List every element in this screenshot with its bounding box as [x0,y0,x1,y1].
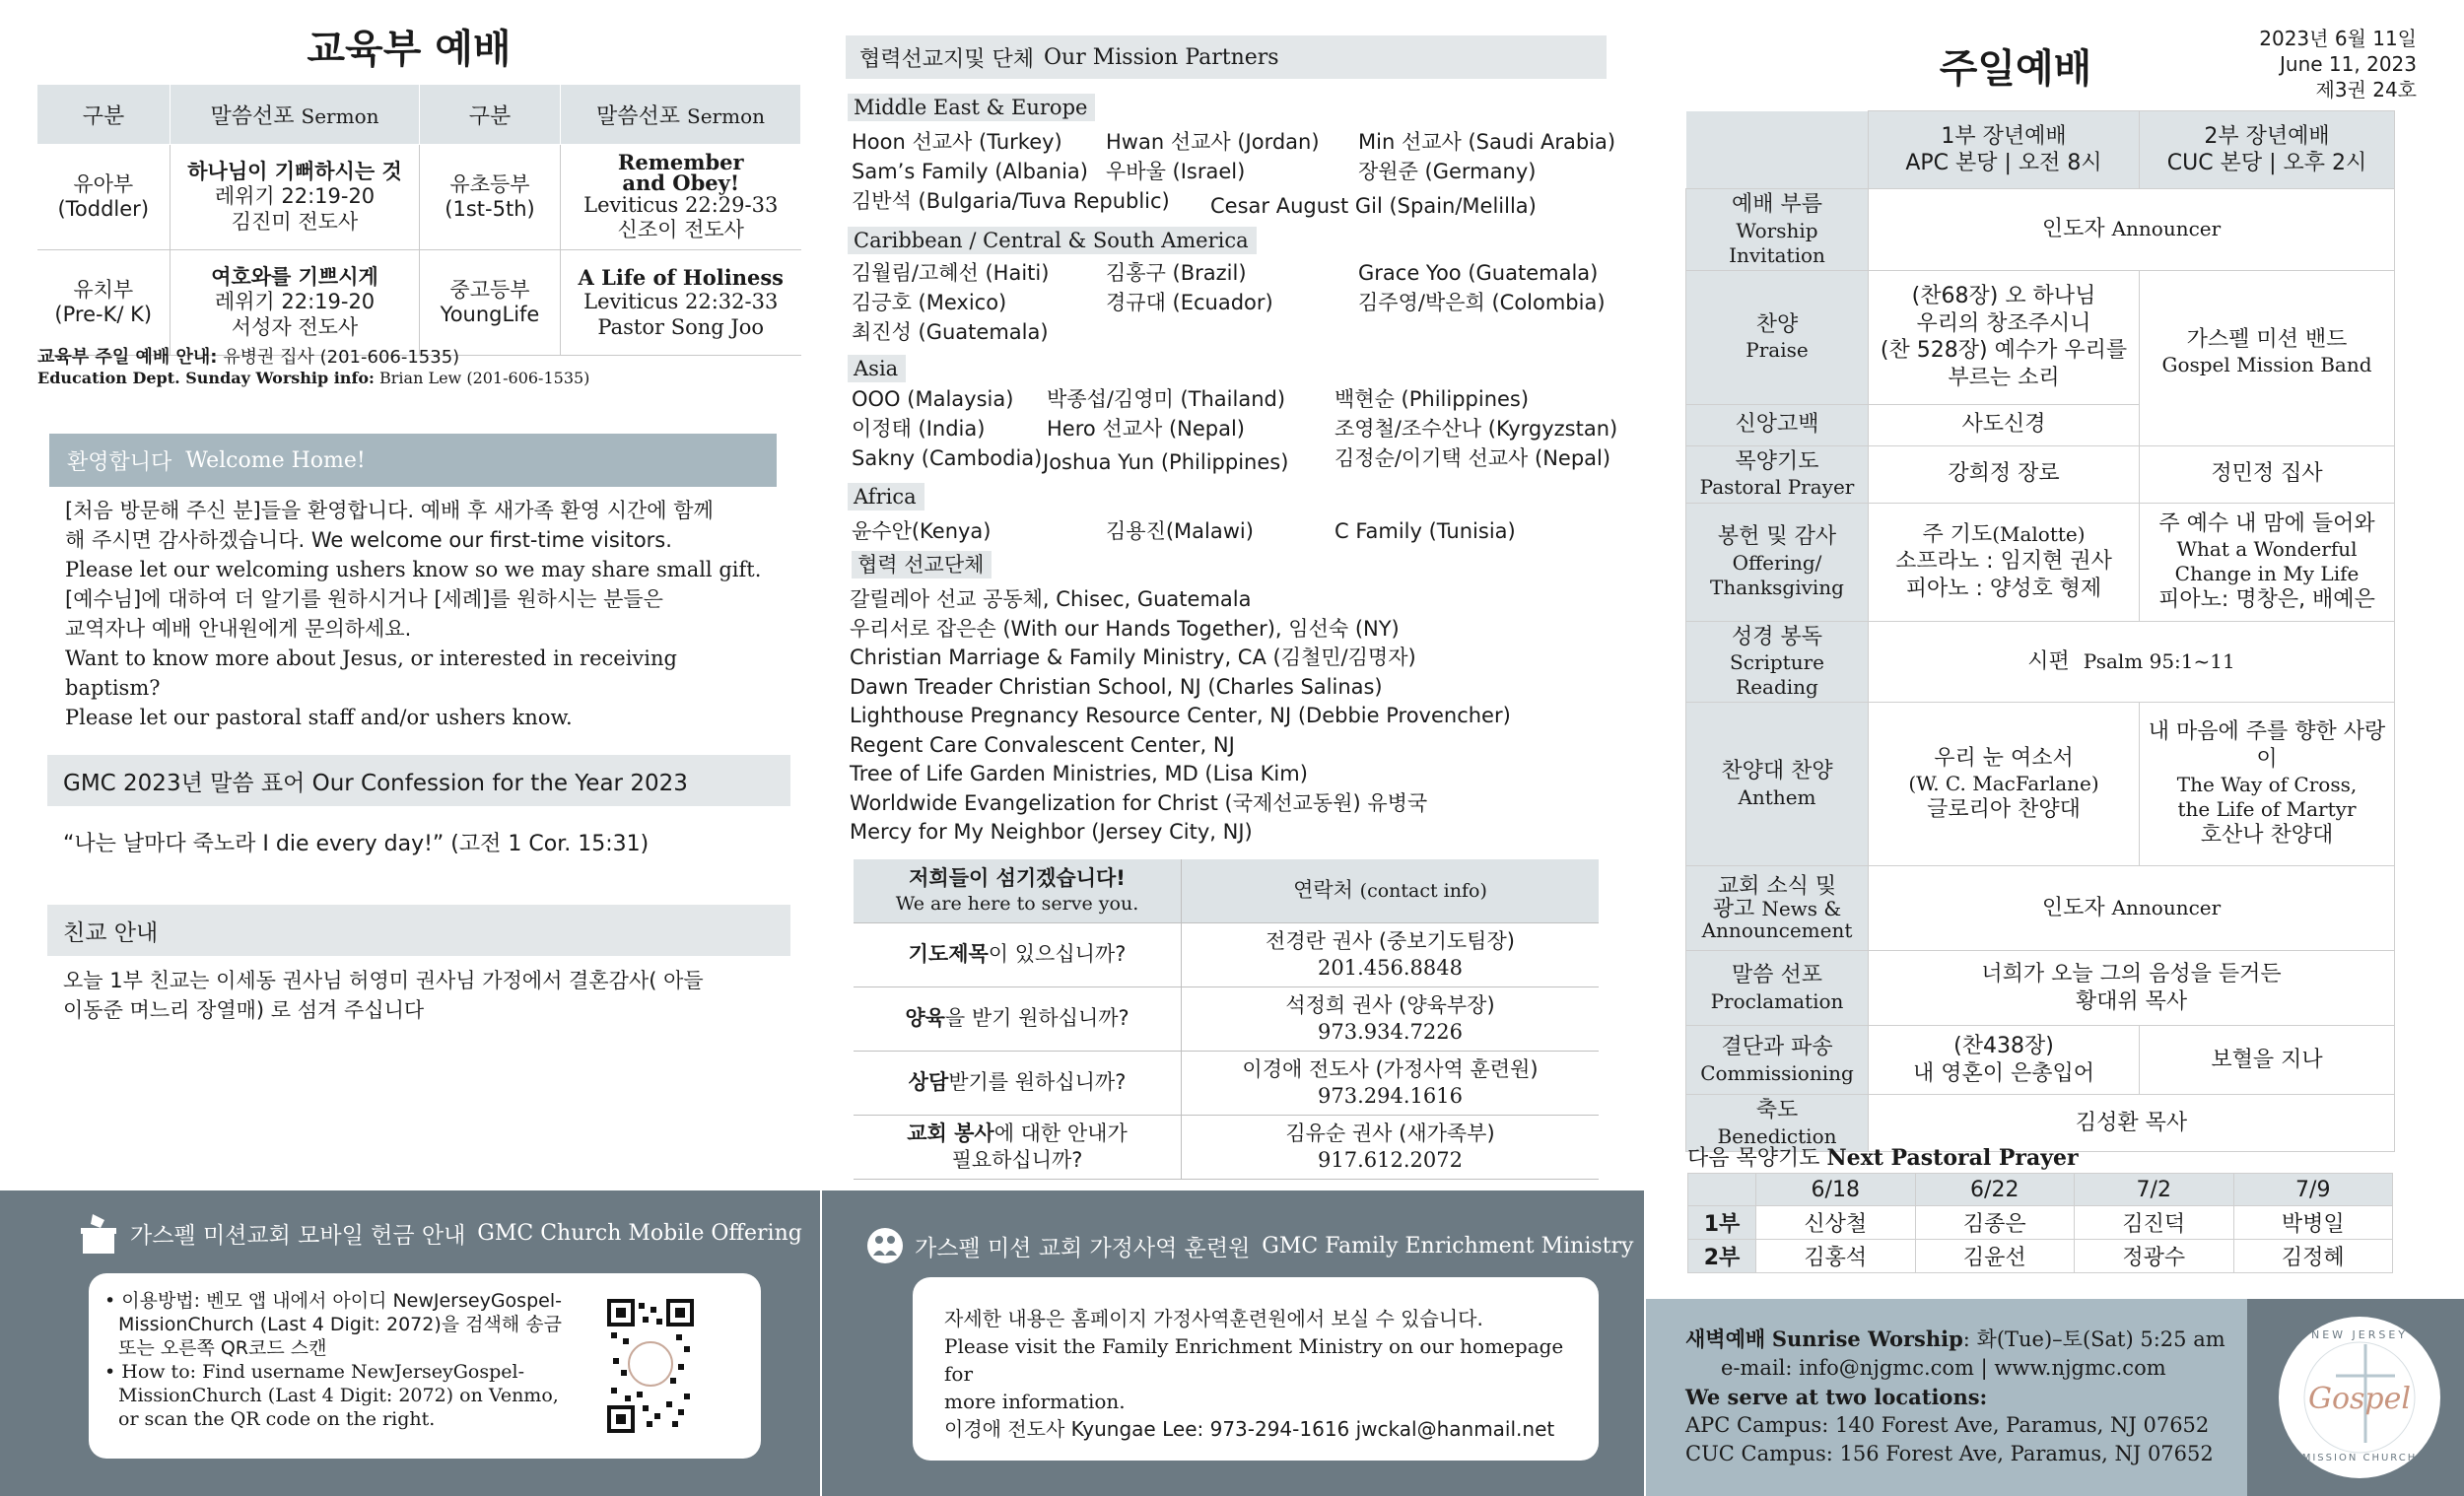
list-item: Hero 선교사 (Nepal) [1047,417,1245,441]
family-ministry-text: 자세한 내용은 홈페이지 가정사역훈련원에서 보실 수 있습니다. Please visit the Family Enrichment Ministry on our homepage for more information. 이경애 전도사 Kyungae Lee: 973-294-1616 jwckal@hanmail.net [944,1307,1564,1441]
group-cell: 유초등부 (1st-5th) [420,145,561,250]
date-cell: 6/22 [1915,1174,2075,1206]
sermon-cell: 여호와를 기쁘시게 레위기 22:19-20 서성자 전도사 [171,250,420,356]
email-link[interactable]: e-mail: info@njgmc.com | www.njgmc.com [1721,1356,2166,1380]
row-label: 찬양대 찬양 Anthem [1686,703,1869,866]
region-label: Asia [848,355,906,382]
list-item: C Family (Tunisia) [1335,519,1516,543]
row-label: 축도 Benediction [1686,1095,1869,1152]
row-label: 성경 봉독 Scripture Reading [1686,621,1869,703]
table-row [1686,445,2395,503]
list-item: Joshua Yun (Philippines) [1043,450,1289,474]
list-item: Mercy for My Neighbor (Jersey City, NJ) [850,820,1253,844]
region-label: Caribbean / Central & South America [848,227,1257,254]
contact-panel [1646,1299,2247,1496]
table-row [37,145,801,250]
col-category: 구분 [37,85,171,145]
welcome-text: [처음 방문해 주신 분]들을 환영합니다. 예배 후 새가족 환영 시간에 함께 해 주시면 감사하겠습니다. We welcome our first-time visitors. Please let our welcoming ushers know so we may share small gift. [예수님]에 대하여 더 알기를 원하시거나 [세례]를 원하시는 분들은 교역자나 예배 안내원에게 문의하세요. Want to know more about Jesus, or interested in receiving baptism? Please let our pastoral staff and/or ushers know. [65,499,762,729]
education-info-en: Education Dept. Sunday Worship info: Brian Lew (201-606-1535) [37,369,590,387]
row-value: 인도자 Announcer [1869,866,2395,951]
missions-header: 협력선교지및 단체 Our Mission Partners [846,35,1607,79]
group-cell: 유치부 (Pre-K/ K) [37,250,171,356]
list-item: Worldwide Evangelization for Christ (국제선교동원) 유병국 [850,790,1428,815]
worship-order-table [1685,110,2395,1152]
education-title: 교육부 예배 [307,27,512,72]
name-cell: 김종은 [1915,1206,2075,1240]
row-value: 보혈을 지나 [2140,1026,2395,1095]
table-row [1686,111,2395,189]
date-cell: 7/9 [2233,1174,2393,1206]
row-label: 1부 [1688,1206,1756,1240]
table-row [1686,189,2395,271]
serve-contact: 이경애 전도사 (가정사역 훈련원) 973.294.1616 [1182,1052,1600,1116]
worship-title: 주일예배 [1939,46,2092,92]
contact-info: 새벽예배 Sunrise Worship: 화(Tue)–토(Sat) 5:25 am e-mail: info@njgmc.com | www.njgmc.com We serve at two locations: APC Campus: 140 Forest Ave, Paramus, NJ 07652 CUC Campus: 156 Forest Ave, Paramus, NJ 07652 [1685,1325,2237,1468]
table-row [1688,1174,2393,1206]
col-category-2: 구분 [420,85,561,145]
serve-contact: 전경란 권사 (중보기도팀장) 201.456.8848 [1182,923,1600,987]
contact-header: 연락처 (contact info) [1182,859,1600,923]
mobile-offering-title: 가스펠 미션교회 모바일 헌금 안내 GMC Church Mobile Offering [79,1210,802,1256]
date-cell: 6/18 [1756,1174,1916,1206]
list-item: 우바울 (Israel) [1106,160,1246,183]
sermon-cell: Remember and Obey! Leviticus 22:29-33 신조이 전도사 [561,145,801,250]
education-table-header [37,85,801,145]
family-ministry-card [913,1277,1599,1461]
row-label: 말씀 선포 Proclamation [1686,951,1869,1026]
list-item: 조영철/조수산나 (Kyrgyzstan) [1335,417,1618,441]
row-value: (찬438장) 내 영혼이 은총입어 [1869,1026,2140,1095]
list-item: 갈릴레아 선교 공동체, Chisec, Guatemala [850,587,1252,611]
name-cell: 정광수 [2075,1240,2234,1273]
row-label: 교회 소식 및 광고 News & Announcement [1686,866,1869,951]
bulletin-date: 2023년 6월 11일 June 11, 2023 제3권 24호 [2259,27,2417,102]
list-item: Hwan 선교사 (Jordan) [1106,130,1320,154]
region-label: Africa [848,483,924,510]
sermon-cell: 하나님이 기뻐하시는 것 레위기 22:19-20 김진미 전도사 [171,145,420,250]
education-table [36,84,801,356]
group-cell: 중고등부 YoungLife [420,250,561,356]
confession-text: “나는 날마다 죽노라 I die every day!” (고전 1 Cor. 15:31) [63,832,650,856]
list-item: Christian Marriage & Family Ministry, CA (김철민/김명자) [850,646,1416,669]
row-value: 우리 눈 여소서 (W. C. MacFarlane) 글로리아 찬양대 [1869,703,2140,866]
list-item: 김반석 (Bulgaria/Tuva Republic) [852,189,1170,213]
row-value: 주 예수 내 맘에 들어와 What a Wonderful Change in My Life 피아노: 명창은, 배예은 [2140,503,2395,621]
next-prayer-title: 다음 목양기도 Next Pastoral Prayer [1687,1145,2079,1171]
name-cell: 김정혜 [2233,1240,2393,1273]
list-item: Hoon 선교사 (Turkey) [852,130,1062,154]
church-logo: NEW JERSEY Gospel MISSION CHURCH [2277,1315,2442,1480]
row-label: 찬양 Praise [1686,270,1869,404]
name-cell: 신상철 [1756,1206,1916,1240]
row-value: 김성환 목사 [1869,1095,2395,1152]
table-row [854,859,1599,923]
confession-header: GMC 2023년 말씀 표어 Our Confession for the Year 2023 [47,755,790,806]
name-cell: 김홍석 [1756,1240,1916,1273]
table-row [854,923,1599,987]
region-label: Middle East & Europe [848,94,1095,121]
table-row [854,1052,1599,1116]
list-item: 김월림/고혜선 (Haiti) [852,261,1050,285]
list-item: 김정순/이기택 선교사 (Nepal) [1335,446,1611,470]
list-item: Grace Yoo (Guatemala) [1358,261,1599,285]
venmo-qr-code[interactable] [607,1299,694,1433]
list-item: 이정태 (India) [852,417,986,441]
offering-instructions: • 이용방법: 벤모 앱 내에서 아이디 NewJerseyGospel- MissionChurch (Last 4 Digit: 2072)을 검색해 송금 또는 오른쪽 QR코드 스캔 • How to: Find username NewJerseyGospel- MissionChurch (Last 4 Digit: 2072) on Venmo, or scan the QR code on the right. [104,1290,562,1430]
row-label: 신앙고백 [1686,404,1869,445]
row-value: 시편 Psalm 95:1~11 [1869,621,2395,703]
list-item: Cesar August Gil (Spain/Melilla) [1210,194,1537,218]
table-row [37,250,801,356]
list-item: 경규대 (Ecuador) [1106,291,1273,314]
serve-question: 양육을 받기 원하십니까? [854,987,1182,1052]
partner-orgs-list [850,585,1511,848]
service-2-header: 2부 장년예배 CUC 본당 | 오후 2시 [2140,111,2395,189]
list-item: OOO (Malaysia) [852,387,1014,411]
table-row [1688,1240,2393,1273]
list-item: Regent Care Convalescent Center, NJ [850,732,1235,757]
row-label: 봉헌 및 감사 Offering/ Thanksgiving [1686,503,1869,621]
serve-question: 교회 봉사에 대한 안내가 필요하십니까? [854,1116,1182,1180]
mobile-offering-panel [0,1190,820,1496]
list-item: 윤수안(Kenya) [852,519,992,543]
serve-contact: 김유순 권사 (새가족부) 917.612.2072 [1182,1116,1600,1180]
list-item: 장원준 (Germany) [1358,160,1537,183]
row-value: 주 기도(Malotte) 소프라노 : 임지현 권사 피아노 : 양성호 형제 [1869,503,2140,621]
fellowship-text: 오늘 1부 친교는 이세동 권사님 허영미 권사님 가정에서 결혼감사( 아들 이동준 며느리 장열매) 로 섬겨 주십니다 [63,969,704,1022]
education-info-ko: 교육부 주일 예배 안내: 유병권 집사 (201-606-1535) [37,347,460,368]
list-item: 김용진(Malawi) [1106,519,1254,543]
serve-table [854,859,1599,1180]
row-value: 내 마음에 주를 향한 사랑이 The Way of Cross, the Life of Martyr 호산나 찬양대 [2140,703,2395,866]
offering-box-icon [79,1210,118,1256]
service-1-header: 1부 장년예배 APC 본당 | 오전 8시 [1869,111,2140,189]
serve-question: 상담받기를 원하십니까? [854,1052,1182,1116]
welcome-header: 환영합니다 Welcome Home! [49,434,777,487]
serve-header: 저희들이 섬기겠습니다! We are here to serve you. [854,859,1182,923]
row-value: 너희가 오늘 그의 음성을 듣거든 황대위 목사 [1869,951,2395,1026]
group-cell: 유아부 (Toddler) [37,145,171,250]
name-cell: 김윤선 [1915,1240,2075,1273]
row-value: 사도신경 [1869,404,2140,445]
row-value: (찬68장) 오 하나님 우리의 창조주시니 (찬 528장) 예수가 우리를 부르는 소리 [1869,270,2140,404]
fellowship-header: 친교 안내 [47,905,790,956]
empty-cell [1688,1174,1756,1206]
table-row [1688,1206,2393,1240]
list-item: 김홍구 (Brazil) [1106,261,1247,285]
row-label: 목양기도 Pastoral Prayer [1686,445,1869,503]
row-value: 강희정 장로 [1869,445,2140,503]
list-item: Sakny (Cambodia) [852,446,1043,470]
list-item: Lighthouse Pregnancy Resource Center, NJ (Debbie Provencher) [850,704,1511,727]
col-sermon: 말씀선포 Sermon [171,85,420,145]
table-row [1686,503,2395,621]
list-item: 박종섭/김영미 (Thailand) [1047,387,1286,411]
next-prayer-table [1687,1173,2393,1273]
list-item: 김주영/박은희 (Colombia) [1358,291,1606,314]
family-icon [865,1226,905,1265]
name-cell: 김진덕 [2075,1206,2234,1240]
serve-question: 기도제목이 있으십니까? [854,923,1182,987]
name-cell: 박병일 [2233,1206,2393,1240]
family-ministry-title: 가스펠 미션 교회 가정사역 훈련원 GMC Family Enrichment Ministry [865,1226,1633,1265]
region-label: 협력 선교단체 [852,551,992,578]
serve-contact: 석정희 권사 (양육부장) 973.934.7226 [1182,987,1600,1052]
table-row [1686,866,2395,951]
table-row [1686,1026,2395,1095]
table-row [1686,951,2395,1026]
family-ministry-panel [822,1190,1644,1496]
table-row [1686,270,2395,404]
empty-cell [1686,111,1869,189]
mobile-offering-card [89,1273,761,1459]
row-value: 가스펠 미션 밴드 Gospel Mission Band [2140,270,2395,445]
sermon-cell: A Life of Holiness Leviticus 22:32-33 Pastor Song Joo [561,250,801,356]
row-label: 예배 부름 Worship Invitation [1686,189,1869,271]
church-logo-panel [2247,1299,2464,1496]
table-row [1686,703,2395,866]
date-cell: 7/2 [2075,1174,2234,1206]
list-item: Dawn Treader Christian School, NJ (Charles Salinas) [850,674,1383,699]
list-item: Sam’s Family (Albania) [852,160,1088,183]
row-label: 2부 [1688,1240,1756,1273]
table-row [854,987,1599,1052]
row-value: 인도자 Announcer [1869,189,2395,271]
row-label: 결단과 파송 Commissioning [1686,1026,1869,1095]
col-sermon-2: 말씀선포 Sermon [561,85,801,145]
row-value: 정민정 집사 [2140,445,2395,503]
table-row [854,1116,1599,1180]
list-item: 백현순 (Philippines) [1335,387,1530,411]
list-item: 우리서로 잡은손 (With our Hands Together), 임선숙 (NY) [850,616,1400,641]
list-item: 최진성 (Guatemala) [852,320,1049,344]
list-item: Tree of Life Garden Ministries, MD (Lisa Kim) [850,762,1308,785]
table-row [1686,621,2395,703]
list-item: Min 선교사 (Saudi Arabia) [1358,130,1616,154]
list-item: 김긍호 (Mexico) [852,291,1007,314]
